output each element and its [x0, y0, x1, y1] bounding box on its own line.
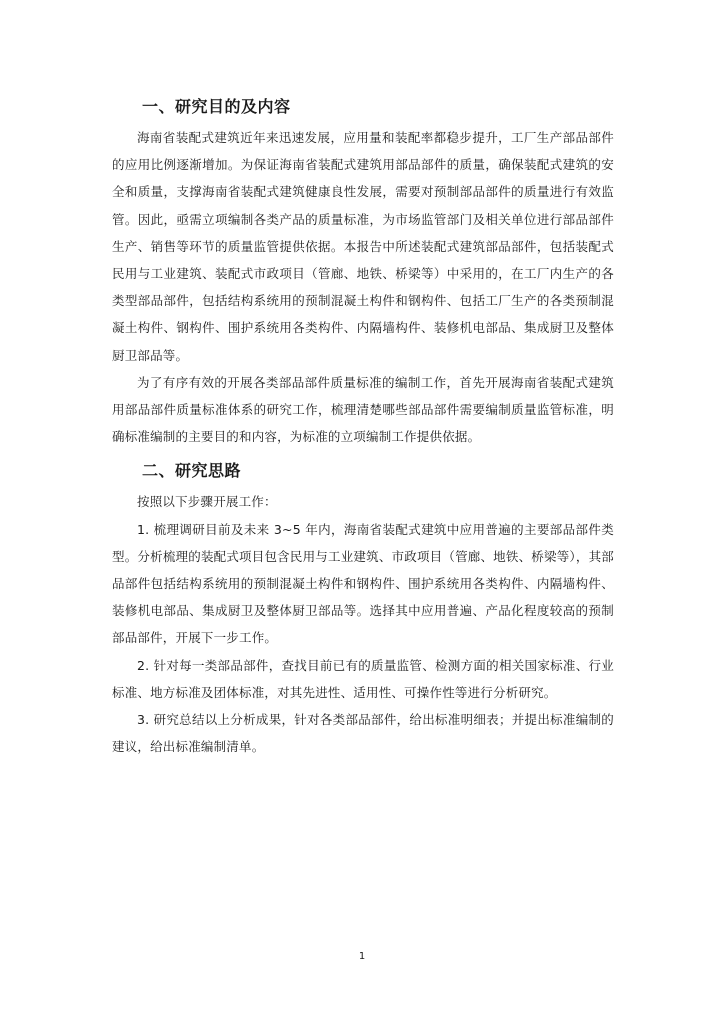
section-2-intro: 按照以下步骤开展工作：: [137, 494, 277, 510]
section-2-step-1: 1. 梳理调研目前及未来 3~5 年内，海南省装配式建筑中应用普遍的主要部品部件类型。分析梳理的装配式项目包含民用与工业建筑、市政项目（管廊、地铁、桥梁等），其部品部件包括结构系统用的预制混凝土构件和钢构件、围护系统用各类构件、内隔墙构件、装修机电部品、集成厨卫及整体厨卫部品等。选择其中应用普遍、产品化程度较高的预制部品部件，开展下一步工作。: [112, 521, 614, 646]
section-1-paragraph-2: 为了有序有效的开展各类部品部件质量标准的编制工作，首先开展海南省装配式建筑用部品部件质量标准体系的研究工作，梳理清楚哪些部品部件需要编制质量监管标准，明确标准编制的主要目的和内容，为标准的立项编制工作提供依据。: [112, 374, 614, 445]
page-number: 1: [358, 951, 366, 962]
section-1-paragraph-1: 海南省装配式建筑近年来迅速发展，应用量和装配率都稳步提升，工厂生产部品部件的应用比例逐渐增加。为保证海南省装配式建筑用部品部件的质量，确保装配式建筑的安全和质量，支撑海南省装配式建筑健康良性发展，需要对预制部品部件的质量进行有效监管。因此，亟需立项编制各类产品的质量标准，为市场监管部门及相关单位进行部品部件生产、销售等环节的质量监管提供依据。本报告中所述装配式建筑部品部件，包括装配式民用与工业建筑、装配式市政项目（管廊、地铁、桥梁等）中采用的，在工厂内生产的各类型部品部件，包括结构系统用的预制混凝土构件和钢构件、包括工厂生产的各类预制混凝土构件、钢构件、围护系统用各类构件、内隔墙构件、装修机电部品、集成厨卫及整体厨卫部品等。: [112, 130, 614, 363]
section-2-step-2: 2. 针对每一类部品部件，查找目前已有的质量监管、检测方面的相关国家标准、行业标准、地方标准及团体标准，对其先进性、适用性、可操作性等进行分析研究。: [112, 657, 614, 700]
page-content: [112, 92, 614, 760]
section-1-heading: 一、研究目的及内容: [142, 97, 291, 116]
section-2-heading: 二、研究思路: [142, 461, 242, 481]
section-2-step-3: 3. 研究总结以上分析成果，针对各类部品部件，给出标准明细表；并提出标准编制的建议，给出标准编制清单。: [112, 712, 614, 755]
